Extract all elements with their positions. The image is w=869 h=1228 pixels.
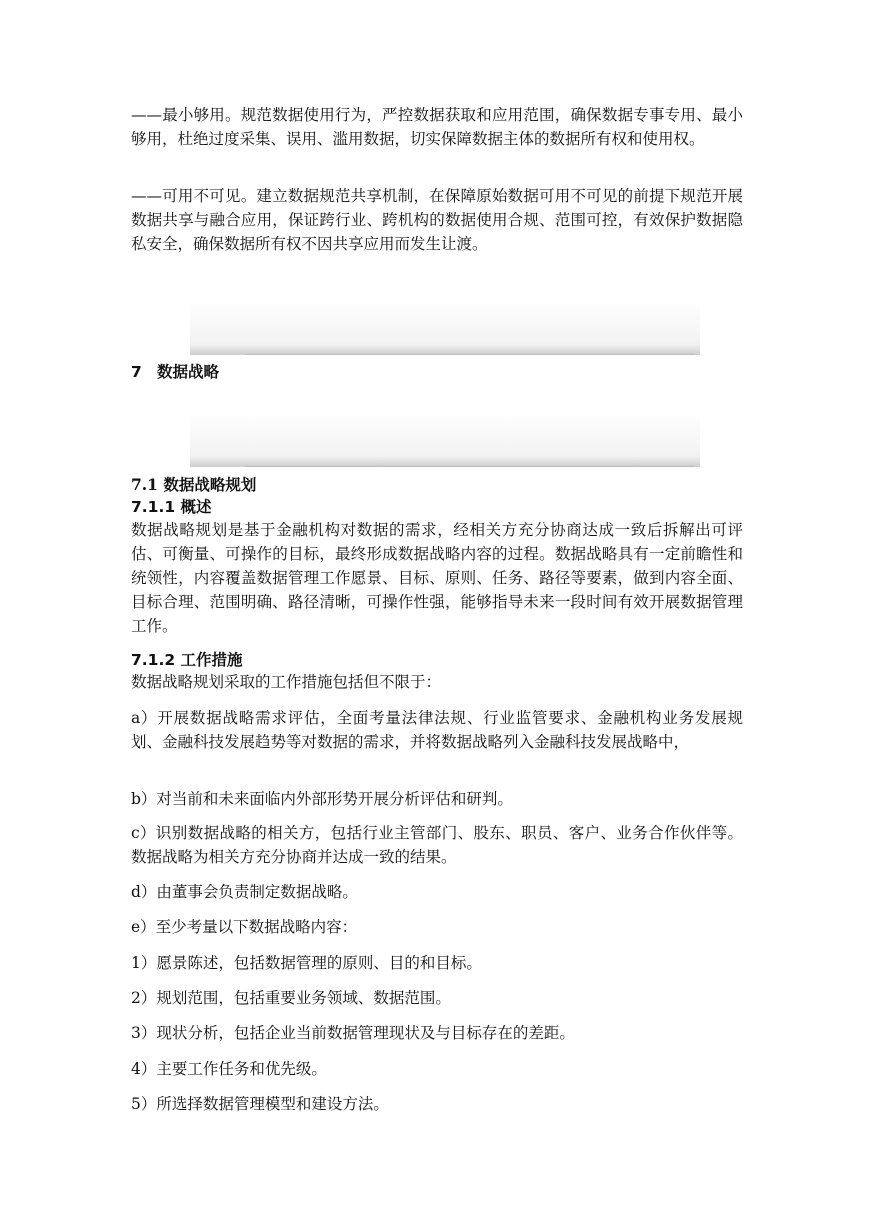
measure-item-e: e）至少考量以下数据战略内容： xyxy=(131,918,358,936)
section-divider-top xyxy=(190,300,700,355)
section-divider-bottom xyxy=(190,412,700,467)
section-number: 7 xyxy=(131,363,142,381)
subsection-title: 7.1 数据战略规划 xyxy=(131,475,257,494)
strategy-content-item-4: 4）主要工作任务和优先级。 xyxy=(131,1060,327,1078)
strategy-content-item-1: 1）愿景陈述，包括数据管理的原则、目的和目标。 xyxy=(131,954,482,972)
measure-item-b: b）对当前和未来面临内外部形势开展分析评估和研判。 xyxy=(131,790,513,808)
measure-item-c: c）识别数据战略的相关方，包括行业主管部门、股东、职员、客户、业务合作伙伴等。数据战略为相关方充分协商并达成一致的结果。 xyxy=(131,824,743,866)
strategy-content-item-2: 2）规划范围，包括重要业务领域、数据范围。 xyxy=(131,989,451,1007)
measures-heading: 7.1.2 工作措施 xyxy=(131,651,243,669)
divider-line-bottom xyxy=(245,466,695,467)
principle-usable-invisible: ——可用不可见。建立数据规范共享机制，在保障原始数据可用不可见的前提下规范开展数据共享与融合应用，保证跨行业、跨机构的数据使用合规、范围可控，有效保护数据隐私安全，确保数据所有权不因共享应用而发生让渡。 xyxy=(131,187,743,253)
measure-item-a: a）开展数据战略需求评估，全面考量法律法规、行业监管要求、金融机构业务发展规划、金融科技发展趋势等对数据的需求，并将数据战略列入金融科技发展战略中， xyxy=(131,709,743,751)
strategy-content-item-3: 3）现状分析，包括企业当前数据管理现状及与目标存在的差距。 xyxy=(131,1024,575,1042)
measures-intro: 数据战略规划采取的工作措施包括但不限于： xyxy=(131,673,442,691)
strategy-content-item-5: 5）所选择数据管理模型和建设方法。 xyxy=(131,1095,389,1113)
section-title xyxy=(131,361,219,383)
overview-body: 数据战略规划是基于金融机构对数据的需求，经相关方充分协商达成一致后拆解出可评估、可衡量、可操作的目标，最终形成数据战略内容的过程。数据战略具有一定前瞻性和统领性，内容覆盖数据管理工作愿景、目标、原则、任务、路径等要素，做到内容全面、目标合理、范围明确、路径清晰，可操作性强，能够指导未来一段时间有效开展数据管理工作。 xyxy=(131,521,743,635)
measure-item-d: d）由董事会负责制定数据战略。 xyxy=(131,883,358,901)
section-title-text: 数据战略 xyxy=(157,363,220,381)
principle-minimum-sufficient: ——最小够用。规范数据使用行为，严控数据获取和应用范围，确保数据专事专用、最小够用，杜绝过度采集、误用、滥用数据，切实保障数据主体的数据所有权和使用权。 xyxy=(131,106,743,148)
divider-line-top xyxy=(245,354,695,355)
overview-heading: 7.1.1 概述 xyxy=(131,498,212,516)
